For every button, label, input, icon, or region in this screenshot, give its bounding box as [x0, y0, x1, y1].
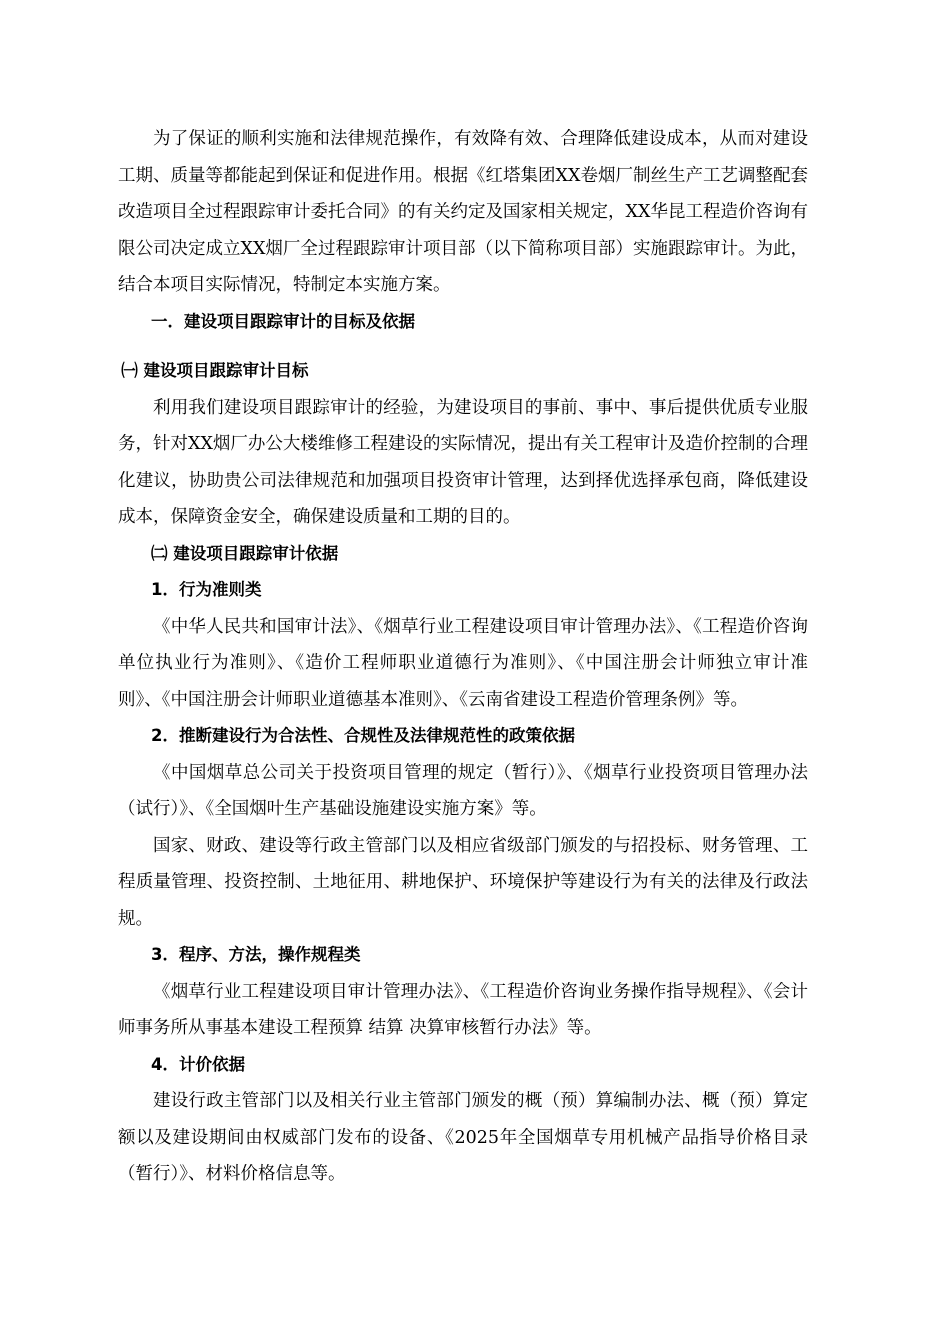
intro-paragraph: 为了保证的顺利实施和法律规范操作，有效降有效、合理降低建设成本，从而对建设工期、质量等都能起到保证和促进作用。根据《红塔集团XX卷烟厂制丝生产工艺调整配套改造项目全过程跟踪审计委托合同》的有关约定及国家相关规定，XX华昆工程造价咨询有限公司决定成立XX烟厂全过程跟踪审计项目部（以下简称项目部）实施跟踪审计。为此，结合本项目实际情况，特制定本实施方案。: [118, 129, 808, 295]
item-1-paragraph: 《中华人民共和国审计法》、《烟草行业工程建设项目审计管理办法》、《工程造价咨询单位执业行为准则》、《造价工程师职业道德行为准则》、《中国注册会计师独立审计准则》、《中国注册会计师职业道德基本准则》、《云南省建设工程造价管理条例》等。: [118, 616, 808, 710]
item-4-heading: 4．计价依据: [151, 1054, 245, 1074]
subsection-2-heading: ㈡ 建设项目跟踪审计依据: [151, 543, 339, 563]
item-2-paragraph-1: 《中国烟草总公司关于投资项目管理的规定（暂行）》、《烟草行业投资项目管理办法（试行）》、《全国烟叶生产基础设施建设实施方案》等。: [118, 762, 808, 819]
item-3-paragraph: 《烟草行业工程建设项目审计管理办法》、《工程造价咨询业务操作指导规程》、《会计师事务所从事基本建设工程预算 结算 决算审核暂行办法》等。: [118, 981, 808, 1038]
item-2-paragraph-2: 国家、财政、建设等行政主管部门以及相应省级部门颁发的与招投标、财务管理、工程质量管理、投资控制、土地征用、耕地保护、环境保护等建设行为有关的法律及行政法规。: [118, 835, 808, 929]
item-1-heading: 1．行为准则类: [151, 580, 262, 599]
subsection-1-heading: ㈠ 建设项目跟踪审计目标: [121, 361, 309, 380]
item-3-heading: 3．程序、方法，操作规程类: [151, 945, 361, 964]
section-1-heading: 一．建设项目跟踪审计的目标及依据: [151, 311, 415, 331]
item-4-paragraph: 建设行政主管部门以及相关行业主管部门颁发的概（预）算编制办法、概（预）算定额以及建设期间由权威部门发布的设备、《2025年全国烟草专用机械产品指导价格目录（暂行）》、材料价格信息等。: [118, 1091, 808, 1184]
item-2-heading: 2．推断建设行为合法性、合规性及法律规范性的政策依据: [151, 726, 575, 745]
document-body: [118, 121, 808, 1193]
subsection-1-paragraph: 利用我们建设项目跟踪审计的经验，为建设项目的事前、事中、事后提供优质专业服务，针对XX烟厂办公大楼维修工程建设的实际情况，提出有关工程审计及造价控制的合理化建议，协助贵公司法律规范和加强项目投资审计管理，达到择优选择承包商，降低建设成本，保障资金安全，确保建设质量和工期的目的。: [118, 397, 808, 527]
